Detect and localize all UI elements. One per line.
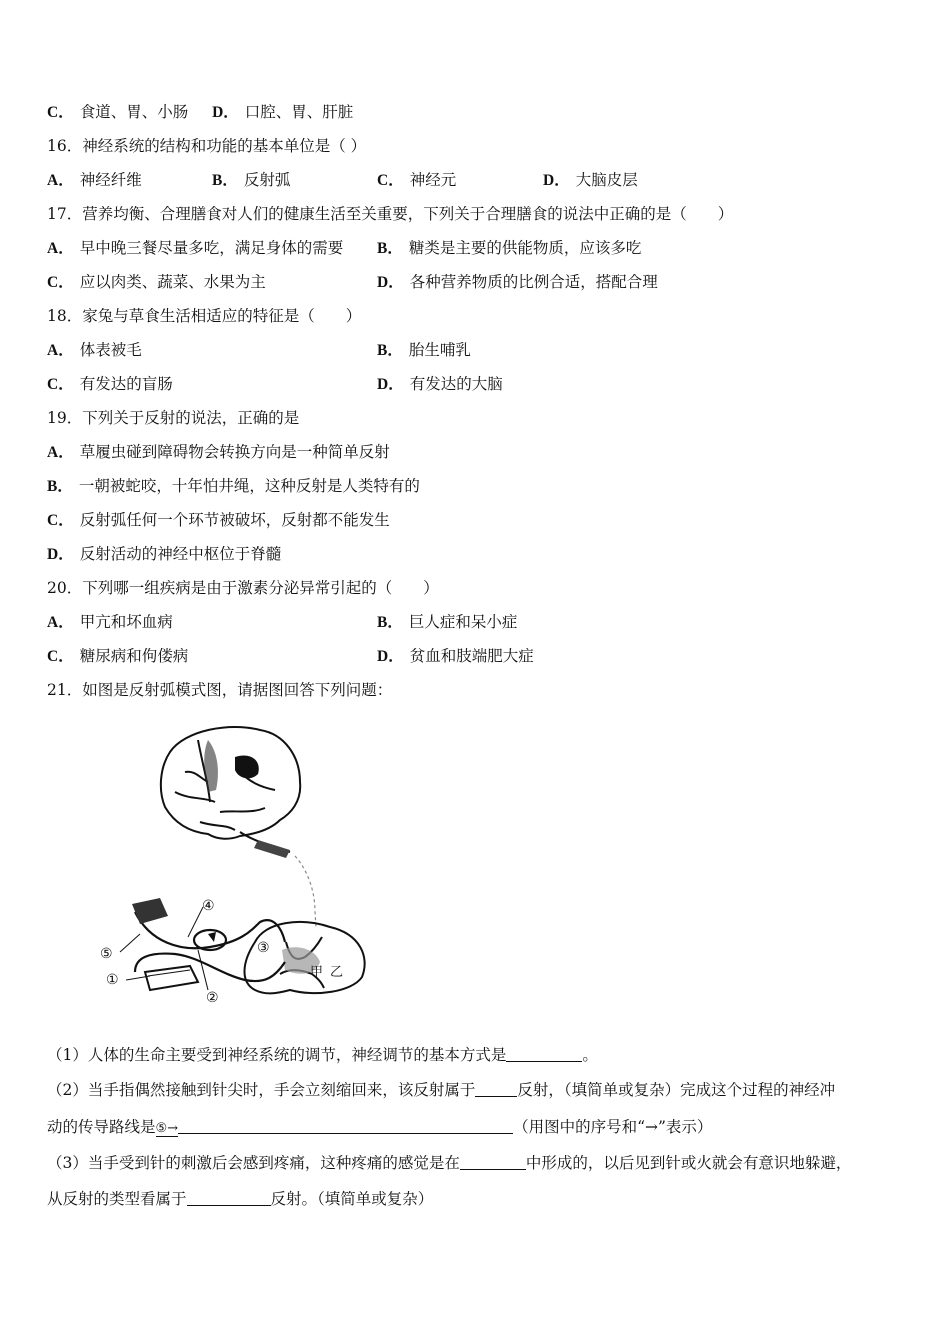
- q21-sub3-line2: [47, 1189, 433, 1209]
- option-text: 一朝被蛇咬，十年怕井绳，这种反射是人类特有的: [78, 477, 420, 495]
- sub2-text: （2）当手指偶然接触到针尖时，手会立刻缩回来，该反射属于: [47, 1081, 476, 1099]
- q21-stem: 21．如图是反射弧模式图，请据图回答下列问题：: [47, 681, 393, 699]
- q21-sub3-line1: [47, 1153, 851, 1173]
- option-text: 巨人症和呆小症: [408, 613, 518, 631]
- sub3-mid: 中形成的，以后见到针或火就会有意识地躲避，: [525, 1154, 852, 1172]
- option-label: A．: [47, 614, 74, 631]
- option-label: B．: [377, 342, 403, 359]
- q16-option-c: [377, 170, 456, 191]
- option-text: 各种营养物质的比例合适，搭配合理: [409, 273, 658, 291]
- option-text: 糖尿病和佝偻病: [79, 647, 189, 665]
- label-jia: 甲: [310, 965, 324, 980]
- option-label: D．: [47, 546, 74, 563]
- q20-option-c: [47, 646, 188, 667]
- option-label: A．: [47, 444, 74, 461]
- option-text: 神经纤维: [79, 171, 142, 189]
- option-label: D．: [543, 172, 570, 189]
- option-label: B．: [212, 172, 238, 189]
- option-label: C．: [47, 104, 74, 121]
- option-label: D．: [212, 104, 239, 121]
- option-label: B．: [377, 240, 403, 257]
- answer-blank-2[interactable]: [475, 1080, 517, 1097]
- option-label: C．: [47, 274, 74, 291]
- q17-option-c: [47, 272, 266, 293]
- q17-option-b: [377, 238, 641, 259]
- q18-option-c: [47, 374, 173, 395]
- option-label: B．: [377, 614, 403, 631]
- sub2-tail: （用图中的序号和“→”表示）: [513, 1118, 713, 1136]
- option-label: A．: [47, 342, 74, 359]
- option-label: C．: [377, 172, 404, 189]
- sub3-line2-text: 从反射的类型看属于: [47, 1190, 187, 1208]
- q19-stem: 19．下列关于反射的说法，正确的是: [47, 409, 300, 427]
- sub2-mid: 反射，（填简单或复杂）完成这个过程的神经冲: [517, 1081, 836, 1099]
- label-4: ④: [202, 898, 215, 914]
- option-label: C．: [47, 512, 74, 529]
- option-text: 胎生哺乳: [408, 341, 471, 359]
- option-label: C．: [47, 648, 74, 665]
- q18-option-d: [377, 374, 503, 395]
- q18-option-a: [47, 340, 142, 361]
- option-text: 有发达的盲肠: [79, 375, 173, 393]
- option-text: 反射弧: [243, 171, 291, 189]
- answer-blank-4[interactable]: [460, 1153, 526, 1170]
- option-text: 大脑皮层: [575, 171, 638, 189]
- label-yi: 乙: [330, 965, 344, 980]
- option-label: D．: [377, 274, 404, 291]
- q16-option-a: [47, 170, 142, 191]
- q20-stem: 20．下列哪一组疾病是由于激素分泌异常引起的（ ）: [47, 579, 439, 597]
- sub2-line2-text: 动的传导路线是: [47, 1118, 156, 1136]
- q19-option-b: [47, 476, 420, 497]
- q17-option-d: [377, 272, 658, 293]
- q18-option-b: [377, 340, 471, 361]
- answer-blank-5[interactable]: [187, 1189, 271, 1206]
- q19-option-a: [47, 442, 390, 463]
- option-label: A．: [47, 240, 74, 257]
- q19-option-c: [47, 510, 390, 531]
- option-text: 早中晚三餐尽量多吃，满足身体的需要: [79, 239, 344, 257]
- q17-option-a: [47, 238, 343, 259]
- sub3-tail: 反射。（填简单或复杂）: [270, 1190, 434, 1208]
- brain-spinal-cord-illustration: [90, 712, 410, 1022]
- option-text: 口腔、胃、肝脏: [244, 103, 354, 121]
- q16-stem: 16．神经系统的结构和功能的基本单位是（ ）: [47, 137, 367, 155]
- option-label: D．: [377, 376, 404, 393]
- option-text: 有发达的大脑: [409, 375, 503, 393]
- label-5: ⑤: [100, 946, 113, 962]
- option-text: 体表被毛: [79, 341, 142, 359]
- q20-option-d: [377, 646, 534, 667]
- sub3-text: （3）当手受到针的刺激后会感到疼痛，这种疼痛的感觉是在: [47, 1154, 460, 1172]
- option-text: 反射活动的神经中枢位于脊髓: [79, 545, 282, 563]
- q19-option-d: [47, 544, 281, 565]
- label-2: ②: [206, 990, 219, 1006]
- q21-sub2-line2: [47, 1117, 712, 1139]
- reflex-arc-diagram: [90, 712, 410, 1022]
- option-text: 食道、胃、小肠: [79, 103, 189, 121]
- path-start: ⑤→: [155, 1121, 179, 1136]
- q16-option-b: [212, 170, 290, 191]
- sub1-text: （1）人体的生命主要受到神经系统的调节，神经调节的基本方式是: [47, 1046, 507, 1064]
- q20-option-b: [377, 612, 517, 633]
- answer-blank-3[interactable]: [178, 1117, 513, 1134]
- q16-option-d: [543, 170, 638, 191]
- option-text: 糖类是主要的供能物质，应该多吃: [408, 239, 642, 257]
- answer-blank-1[interactable]: [506, 1045, 582, 1062]
- q15-options-cd: [47, 102, 353, 123]
- q21-sub1: [47, 1045, 598, 1065]
- option-label: A．: [47, 172, 74, 189]
- q21-sub2-line1: [47, 1080, 835, 1100]
- option-text: 贫血和肢端肥大症: [409, 647, 534, 665]
- q20-option-a: [47, 612, 173, 633]
- option-text: 神经元: [409, 171, 457, 189]
- option-label: C．: [47, 376, 74, 393]
- q17-stem: 17．营养均衡、合理膳食对人们的健康生活至关重要，下列关于合理膳食的说法中正确的是（ ）: [47, 205, 734, 223]
- option-text: 应以肉类、蔬菜、水果为主: [79, 273, 266, 291]
- sub1-tail: 。: [582, 1046, 598, 1064]
- option-text: 反射弧任何一个环节被破坏，反射都不能发生: [79, 511, 390, 529]
- q18-stem: 18．家兔与草食生活相适应的特征是（ ）: [47, 307, 362, 325]
- label-1: ①: [106, 972, 119, 988]
- option-text: 甲亢和坏血病: [79, 613, 173, 631]
- option-text: 草履虫碰到障碍物会转换方向是一种简单反射: [79, 443, 390, 461]
- label-3: ③: [257, 940, 270, 956]
- option-label: D．: [377, 648, 404, 665]
- option-label: B．: [47, 478, 73, 495]
